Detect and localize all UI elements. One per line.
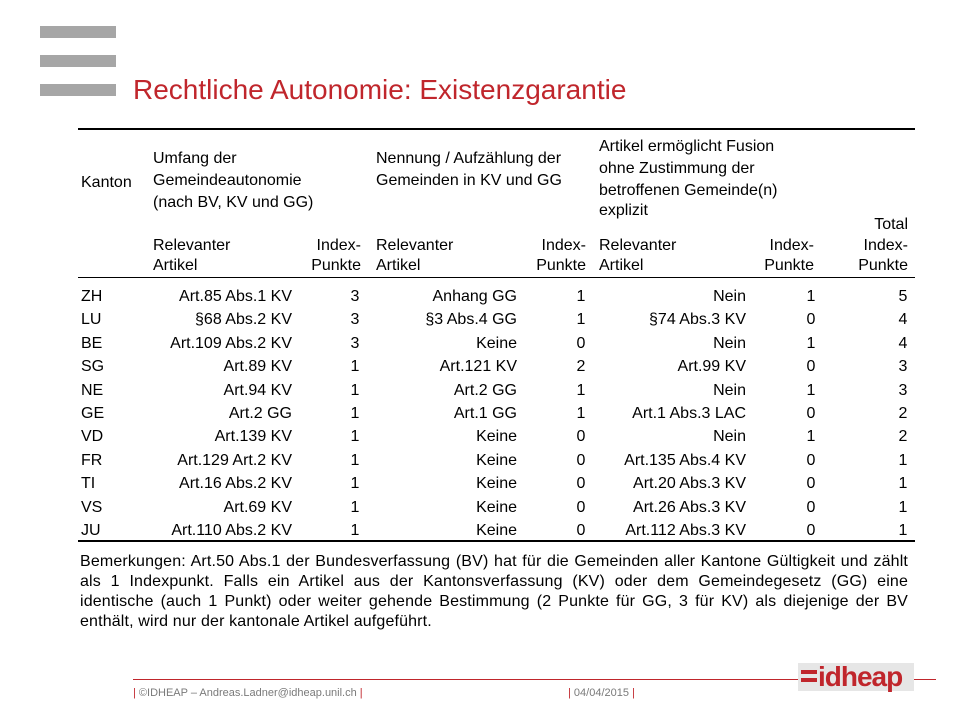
logo-text: idheap <box>818 661 903 692</box>
footer-author-text: ©IDHEAP – Andreas.Ladner@idheap.unil.ch <box>138 687 357 699</box>
cell-art2: Keine <box>476 428 517 445</box>
table-top-rule <box>78 128 915 130</box>
cell-kanton: JU <box>81 522 101 539</box>
cell-p3: 0 <box>806 358 816 375</box>
header-index-1b: Punkte <box>311 257 361 274</box>
cell-art2: Anhang GG <box>432 288 517 305</box>
cell-p2: 0 <box>576 522 586 539</box>
cell-p2: 1 <box>576 405 586 422</box>
cell-total: 1 <box>898 452 908 469</box>
cell-kanton: VD <box>81 428 104 445</box>
header-index-2a: Index- <box>541 237 586 254</box>
cell-art2: Art.121 KV <box>439 358 517 375</box>
header-total-c: Punkte <box>858 257 908 274</box>
cell-p1: 1 <box>350 522 360 539</box>
cell-art1: Art.2 GG <box>228 405 292 422</box>
cell-p1: 3 <box>350 311 360 328</box>
footer-date-text: 04/04/2015 <box>573 687 629 699</box>
cell-total: 1 <box>898 522 908 539</box>
cell-total: 3 <box>898 358 908 375</box>
cell-p2: 1 <box>576 311 586 328</box>
header-group1-line2: Gemeindeautonomie <box>153 172 302 189</box>
idheap-logo <box>798 653 914 697</box>
cell-art1: Art.129 Art.2 KV <box>177 452 292 469</box>
slide-title: Rechtliche Autonomie: Existenzgarantie <box>133 74 627 105</box>
cell-total: 4 <box>898 311 908 328</box>
cell-art3: Art.1 Abs.3 LAC <box>632 405 746 422</box>
cell-kanton: TI <box>81 475 96 492</box>
bar <box>40 84 116 96</box>
cell-p1: 1 <box>350 475 360 492</box>
cell-art1: Art.89 KV <box>223 358 292 375</box>
cell-p3: 1 <box>806 288 816 305</box>
cell-p1: 1 <box>350 452 360 469</box>
cell-art3: Nein <box>713 428 746 445</box>
cell-art3: Nein <box>713 335 746 352</box>
cell-art1: Art.109 Abs.2 KV <box>170 335 292 352</box>
cell-p1: 1 <box>350 358 360 375</box>
cell-total: 1 <box>898 475 908 492</box>
cell-art2: Keine <box>476 522 517 539</box>
cell-total: 2 <box>898 428 908 445</box>
cell-total: 1 <box>898 499 908 516</box>
header-relevanter-1a: Relevanter <box>153 237 231 254</box>
cell-p3: 0 <box>806 405 816 422</box>
cell-art3: Art.99 KV <box>677 358 746 375</box>
cell-art1: Art.139 KV <box>214 428 292 445</box>
cell-art2: §3 Abs.4 GG <box>425 311 517 328</box>
header-relevanter-3a: Relevanter <box>599 237 677 254</box>
cell-art1: Art.69 KV <box>223 499 292 516</box>
header-group3-line4: explizit <box>599 202 648 219</box>
header-group3-line1: Artikel ermöglicht Fusion <box>599 138 775 155</box>
header-index-2b: Punkte <box>536 257 586 274</box>
cell-kanton: ZH <box>81 288 103 305</box>
header-relevanter-1b: Artikel <box>153 257 198 274</box>
cell-p2: 0 <box>576 335 586 352</box>
cell-kanton: FR <box>81 452 103 469</box>
table-bottom-rule <box>78 540 915 542</box>
table-header-rule <box>78 277 915 278</box>
cell-p1: 3 <box>350 288 360 305</box>
bar <box>40 55 116 67</box>
cell-p3: 0 <box>806 311 816 328</box>
cell-p1: 1 <box>350 428 360 445</box>
cell-kanton: VS <box>81 499 103 516</box>
cell-p3: 0 <box>806 499 816 516</box>
cell-art1: Art.110 Abs.2 KV <box>171 522 292 539</box>
cell-total: 2 <box>898 405 908 422</box>
cell-art3: Art.26 Abs.3 KV <box>633 499 746 516</box>
cell-art1: Art.94 KV <box>223 382 292 399</box>
cell-p3: 1 <box>806 382 816 399</box>
cell-art2: Keine <box>476 335 517 352</box>
footer-author: | ©IDHEAP – Andreas.Ladner@idheap.unil.ch | <box>133 687 363 699</box>
cell-total: 5 <box>898 288 908 305</box>
cell-total: 4 <box>898 335 908 352</box>
cell-p1: 1 <box>350 499 360 516</box>
cell-kanton: NE <box>81 382 104 399</box>
header-group3-line2: ohne Zustimmung der <box>599 160 755 177</box>
header-relevanter-3b: Artikel <box>599 257 644 274</box>
cell-art2: Keine <box>476 452 517 469</box>
cell-art1: §68 Abs.2 KV <box>195 311 292 328</box>
bar <box>40 26 116 38</box>
cell-p3: 0 <box>806 522 816 539</box>
cell-p1: 1 <box>350 405 360 422</box>
cell-kanton: SG <box>81 358 105 375</box>
header-kanton: Kanton <box>81 174 132 191</box>
header-relevanter-2a: Relevanter <box>376 237 454 254</box>
header-index-1a: Index- <box>316 237 361 254</box>
cell-art3: Art.112 Abs.3 KV <box>625 522 746 539</box>
header-total-a: Total <box>874 216 908 233</box>
footer-date: | 04/04/2015 | <box>568 687 635 699</box>
header-total-b: Index- <box>863 237 908 254</box>
header-group2-line2: Gemeinden in KV und GG <box>376 172 562 189</box>
cell-art3: Art.135 Abs.4 KV <box>624 452 746 469</box>
cell-kanton: LU <box>81 311 102 328</box>
cell-art3: Art.20 Abs.3 KV <box>633 475 746 492</box>
cell-p3: 1 <box>806 428 816 445</box>
remarks: Bemerkungen: Art.50 Abs.1 der Bundesverfassung (BV) hat für die Gemeinden aller Kantone Gültigkeit und zählt als 1 Indexpunkt. Falls ein Artikel aus der Kantonsverfassung (KV) oder dem Gemeindegesetz (GG) eine identische (auch 1 Punkt) oder weiter gehende Bestimmung (2 Punkte für GG, 3 für KV) als diejenige der BV enthält, wird nur der kantonale Artikel aufgeführt. <box>80 553 908 630</box>
cell-p3: 0 <box>806 475 816 492</box>
header-group1-line3: (nach BV, KV und GG) <box>153 194 314 211</box>
cell-art2: Art.2 GG <box>453 382 517 399</box>
cell-art2: Keine <box>476 499 517 516</box>
cell-kanton: GE <box>81 405 105 422</box>
cell-p2: 1 <box>576 382 586 399</box>
cell-p1: 3 <box>350 335 360 352</box>
cell-art1: Art.85 Abs.1 KV <box>179 288 292 305</box>
cell-p2: 0 <box>576 475 586 492</box>
header-index-3b: Punkte <box>764 257 814 274</box>
cell-art3: Nein <box>713 382 746 399</box>
cell-p2: 2 <box>576 358 586 375</box>
cell-p2: 0 <box>576 452 586 469</box>
cell-p1: 1 <box>350 382 360 399</box>
header-group2-line1: Nennung / Aufzählung der <box>376 150 562 167</box>
header-group1-line1: Umfang der <box>153 150 237 167</box>
cell-art1: Art.16 Abs.2 KV <box>179 475 292 492</box>
cell-kanton: BE <box>81 335 103 352</box>
cell-art3: Nein <box>713 288 746 305</box>
header-relevanter-2b: Artikel <box>376 257 421 274</box>
cell-p2: 0 <box>576 428 586 445</box>
cell-total: 3 <box>898 382 908 399</box>
cell-p2: 1 <box>576 288 586 305</box>
cell-art2: Keine <box>476 475 517 492</box>
cell-p3: 0 <box>806 452 816 469</box>
cell-art3: §74 Abs.3 KV <box>649 311 746 328</box>
header-group3-line3: betroffenen Gemeinde(n) <box>599 182 778 199</box>
header-index-3a: Index- <box>769 237 814 254</box>
cell-art2: Art.1 GG <box>453 405 517 422</box>
cell-p3: 1 <box>806 335 816 352</box>
decorative-bars <box>40 26 116 113</box>
cell-p2: 0 <box>576 499 586 516</box>
